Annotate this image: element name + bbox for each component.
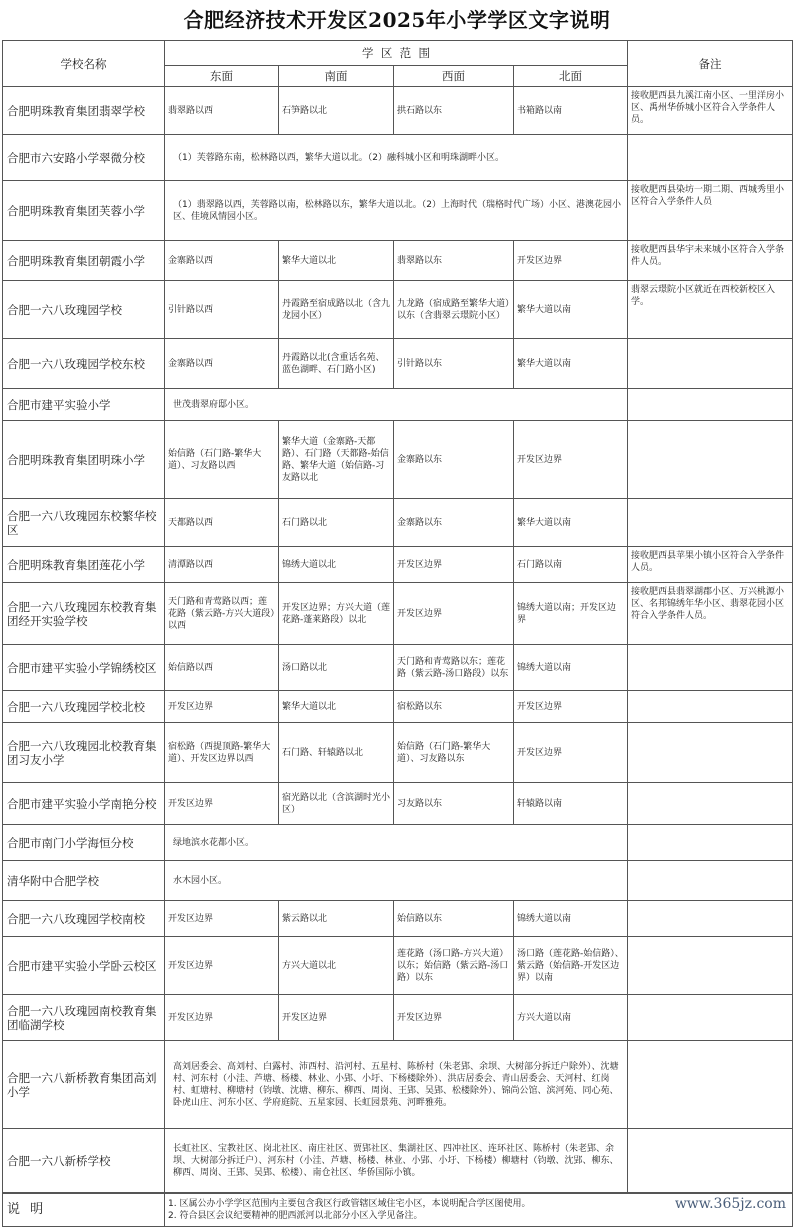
boundary-north: 开发区边界 [514,421,628,499]
page-title: 合肥经济技术开发区2025年小学学区文字说明 [183,8,611,32]
boundary-south: 石门路以北 [279,499,394,547]
remark [628,339,793,389]
table-row [3,723,793,783]
remark [628,783,793,825]
header-south: 南面 [279,66,394,87]
boundary-west: 拱石路以东 [394,87,514,135]
table-row [3,825,793,861]
remark [628,723,793,783]
remark [628,645,793,691]
remark [628,825,793,861]
boundary-west: 开发区边界 [394,995,514,1041]
boundary-east: 金寨路以西 [165,241,279,281]
table-row [3,645,793,691]
header-school-name: 学校名称 [3,41,165,87]
boundary-east: 天都路以西 [165,499,279,547]
boundary-south: 宿光路以北（含滨湖时光小区） [279,783,394,825]
boundary-south: 开发区边界；方兴大道（莲花路-蓬莱路段）以北 [279,583,394,645]
boundary-east: 天门路和青莺路以西；莲花路（紫云路-方兴大道段）以西 [165,583,279,645]
school-name: 合肥一六八玫瑰园学校南校 [3,901,165,937]
school-name: 合肥一六八玫瑰园北校教育集团习友小学 [3,723,165,783]
boundary-north: 繁华大道以南 [514,281,628,339]
school-name: 合肥明珠教育集团莲花小学 [3,547,165,583]
boundary-east: 开发区边界 [165,783,279,825]
boundary-east: 开发区边界 [165,937,279,995]
boundary-south: 石门路、轩辕路以北 [279,723,394,783]
boundary-west: 宿松路以东 [394,691,514,723]
boundary-east: 宿松路（西提顶路-繁华大道）、开发区边界以西 [165,723,279,783]
boundary-north: 开发区边界 [514,691,628,723]
table-row [3,499,793,547]
boundary-north: 汤口路（莲花路-始信路）、紫云路（始信路-开发区边界）以南 [514,937,628,995]
boundary-north: 繁华大道以南 [514,499,628,547]
table-row [3,241,793,281]
remark: 接收肥西县华宇未来城小区符合入学条件人员。 [628,241,793,281]
boundary-south: 丹霞路以北(含重话名苑、蓝色湖畔、石门路小区) [279,339,394,389]
footer-note-2: 2. 符合县区会议纪要精神的肥西派河以北部分小区入学见备注。 [168,1211,423,1221]
remark [628,1041,793,1129]
boundary-south: 锦绣大道以北 [279,547,394,583]
remark [628,135,793,181]
table-row [3,135,793,181]
boundary-north: 开发区边界 [514,723,628,783]
boundary-west: 莲花路（汤口路-方兴大道）以东；始信路（紫云路-汤口路）以东 [394,937,514,995]
remark: 接收肥西县九溪江南小区、一里洋房小区、禹州华侨城小区符合入学条件人员。 [628,87,793,135]
table-row [3,547,793,583]
boundary-east: 引针路以西 [165,281,279,339]
table-row [3,691,793,723]
district-range: 高刘居委会、高刘村、白露村、沛西村、沿河村、五星村、陈桥村（朱老郢、余坝、大树部分拆迁户除外）、沈塘村、河东村（小洼、芦塘、杨楼、林业、小郢、小圩、下杨楼除外）、洪店居委会、青山居委会、天河村、红岗村、虹塘村、柳塘村（钧墩、沈塘、柳东、柳西、周岗、王郢、吴郢、松楼除外）、锦尚公馆、滨河苑、同心苑、卧虎山庄、河东小区、学府庭院、五星家园、长虹园景苑、河畔雅苑。 [165,1041,628,1129]
watermark: www.365jz.com [674,1196,786,1212]
table-row [3,583,793,645]
table-row [3,421,793,499]
boundary-west: 开发区边界 [394,547,514,583]
boundary-west: 习友路以东 [394,783,514,825]
school-name: 合肥一六八玫瑰园学校北校 [3,691,165,723]
school-name: 合肥市六安路小学翠微分校 [3,135,165,181]
school-name: 清华附中合肥学校 [3,861,165,901]
remark [628,691,793,723]
boundary-east: 清潭路以西 [165,547,279,583]
boundary-north: 轩辕路以南 [514,783,628,825]
district-range: 水木园小区。 [165,861,628,901]
boundary-west: 始信路（石门路-繁华大道）、习友路以东 [394,723,514,783]
school-name: 合肥明珠教育集团明珠小学 [3,421,165,499]
remark [628,421,793,499]
district-range: （1）翡翠路以西，芙蓉路以南，松林路以东，繁华大道以北。（2）上海时代（瑞格时代广场）小区、港澳花园小区、佳境风情园小区。 [165,181,628,241]
boundary-south: 石笋路以北 [279,87,394,135]
boundary-north: 锦绣大道以南 [514,645,628,691]
header-east: 东面 [165,66,279,87]
header-north: 北面 [514,66,628,87]
district-range: （1）芙蓉路东南，松林路以西，繁华大道以北。（2）融科城小区和明珠湖畔小区。 [165,135,628,181]
table-row [3,937,793,995]
remark: 接收肥西县翡翠湖郡小区、万兴桃源小区、名邦锦绣年华小区、翡翠花园小区符合入学条件人员。 [628,583,793,645]
remark: 接收肥西县染坊一期二期、西城秀里小区符合入学条件人员 [628,181,793,241]
school-name: 合肥一六八玫瑰园东校繁华校区 [3,499,165,547]
boundary-north: 锦绣大道以南；开发区边界 [514,583,628,645]
district-range: 世茂翡翠府邸小区。 [165,389,628,421]
table-row [3,995,793,1041]
boundary-north: 书箱路以南 [514,87,628,135]
boundary-east: 开发区边界 [165,691,279,723]
boundary-east: 金寨路以西 [165,339,279,389]
boundary-east: 始信路以西 [165,645,279,691]
boundary-east: 翡翠路以西 [165,87,279,135]
school-name: 合肥市建平实验小学 [3,389,165,421]
remark [628,499,793,547]
boundary-west: 九龙路（宿成路至繁华大道）以东（含翡翠云璟院小区） [394,281,514,339]
header-west: 西面 [394,66,514,87]
boundary-north: 石门路以南 [514,547,628,583]
boundary-east: 开发区边界 [165,901,279,937]
table-row [3,281,793,339]
school-name: 合肥市建平实验小学卧云校区 [3,937,165,995]
table-row [3,339,793,389]
school-name: 合肥明珠教育集团芙蓉小学 [3,181,165,241]
table-row [3,389,793,421]
table-row [3,87,793,135]
boundary-north: 锦绣大道以南 [514,901,628,937]
remark [628,1129,793,1193]
boundary-west: 引针路以东 [394,339,514,389]
header-district-range: 学 区 范 围 [165,41,628,66]
boundary-east: 始信路（石门路-繁华大道）、习友路以西 [165,421,279,499]
remark: 接收肥西县苹果小镇小区符合入学条件人员。 [628,547,793,583]
school-name: 合肥一六八玫瑰园东校教育集团经开实验学校 [3,583,165,645]
boundary-west: 翡翠路以东 [394,241,514,281]
remark [628,389,793,421]
boundary-west: 开发区边界 [394,583,514,645]
boundary-south: 汤口路以北 [279,645,394,691]
school-name: 合肥市南门小学海恒分校 [3,825,165,861]
remark [628,861,793,901]
school-name: 合肥明珠教育集团朝霞小学 [3,241,165,281]
table-row [3,1041,793,1129]
boundary-south: 紫云路以北 [279,901,394,937]
remark [628,937,793,995]
table-row [3,181,793,241]
school-district-table [2,40,793,1193]
boundary-east: 开发区边界 [165,995,279,1041]
table-row [3,783,793,825]
school-name: 合肥市建平实验小学锦绣校区 [3,645,165,691]
remark [628,995,793,1041]
boundary-south: 繁华大道以北 [279,691,394,723]
boundary-north: 繁华大道以南 [514,339,628,389]
boundary-south: 方兴大道以北 [279,937,394,995]
school-name: 合肥一六八玫瑰园南校教育集团临湖学校 [3,995,165,1041]
boundary-west: 金寨路以东 [394,499,514,547]
table-row [3,861,793,901]
footer-label: 说 明 [3,1194,165,1227]
district-range: 绿地滨水花都小区。 [165,825,628,861]
boundary-west: 金寨路以东 [394,421,514,499]
school-name: 合肥一六八新桥学校 [3,1129,165,1193]
footer-note-1: 1. 区属公办小学学区范围内主要包含我区行政管辖区域住宅小区，本说明配合学区图使用。 [168,1199,531,1209]
remark [628,901,793,937]
header-row [3,41,793,66]
table-row [3,1129,793,1193]
table-row [3,901,793,937]
boundary-north: 开发区边界 [514,241,628,281]
remark: 翡翠云璟院小区就近在西校新校区入学。 [628,281,793,339]
boundary-south: 繁华大道（金寨路-天都路）、石门路（天都路-始信路、繁华大道（始信路-习友路以北 [279,421,394,499]
district-range: 长虹社区、宝教社区、岗北社区、南庄社区、贾郢社区、集湖社区、四冲社区、连环社区、陈桥村（朱老郢、余坝、大树部分拆迁户）、河东村（小洼、芦塘、杨楼、林业、小郢、小圩、下杨楼）柳塘村（钧墩、沈郢、柳东、柳西、周岗、王郢、吴郢、松楼）、南仓社区、华侨国际小镇。 [165,1129,628,1193]
boundary-south: 繁华大道以北 [279,241,394,281]
boundary-south: 丹霞路至宿成路以北（含九龙园小区） [279,281,394,339]
boundary-south: 开发区边界 [279,995,394,1041]
school-name: 合肥一六八玫瑰园学校东校 [3,339,165,389]
school-name: 合肥市建平实验小学南艳分校 [3,783,165,825]
school-name: 合肥一六八新桥教育集团高刘小学 [3,1041,165,1129]
boundary-west: 始信路以东 [394,901,514,937]
boundary-north: 方兴大道以南 [514,995,628,1041]
school-name: 合肥一六八玫瑰园学校 [3,281,165,339]
boundary-west: 天门路和青莺路以东；莲花路（紫云路-汤口路段）以东 [394,645,514,691]
school-name: 合肥明珠教育集团翡翠学校 [3,87,165,135]
header-remarks: 备注 [628,41,793,87]
